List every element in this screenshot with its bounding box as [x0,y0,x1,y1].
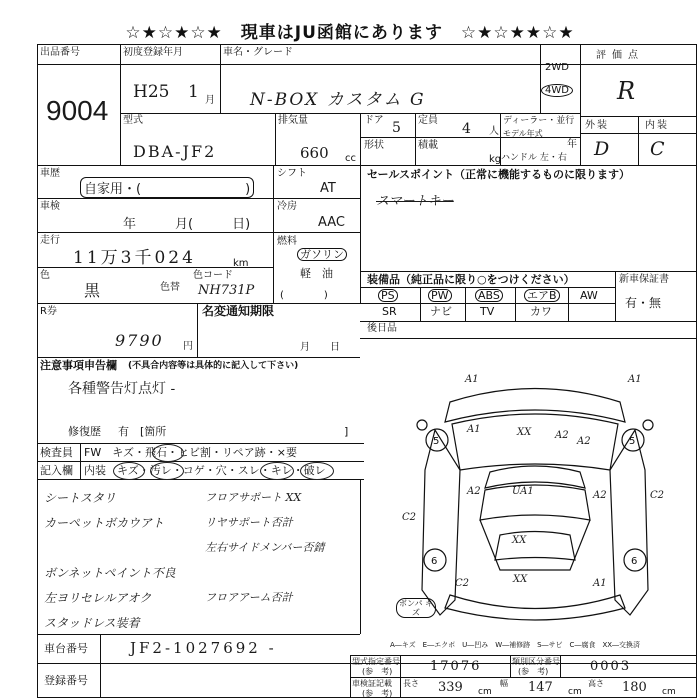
doors-value: 5 [392,120,401,136]
circle-mark [113,462,145,480]
ac-value: AAC [318,215,345,230]
doors-label: ドア [364,115,384,126]
mirror-icon [417,420,427,430]
circle-mark [150,462,184,480]
history-label: 車歴 [40,168,60,179]
roof-shape [480,485,590,520]
damage-mark: C2 [455,578,470,589]
handwritten-note: 左右サイドメンバー否錆 [205,541,325,554]
damage-mark: A1 [467,424,481,435]
damage-mark: C2 [402,512,417,523]
handwritten-note: フロアサポート XX [205,491,302,504]
damage-mark: XX [513,574,528,585]
damage-mark: C2 [650,490,665,501]
lot-number: 9004 [46,95,109,126]
damage-mark: A2 [593,490,607,501]
lot-label: 出品番号 [40,47,80,58]
wheel-label: 5 [433,436,440,447]
equip-aw: AW [580,289,598,302]
capacity-label: 定員 [418,115,438,126]
designation-value: 17076 [430,659,482,674]
length-label: 長さ [403,679,419,688]
circle-mark [260,462,294,480]
ticket-value: 9790 [115,331,164,350]
month-unit: 月 [205,95,215,106]
color-code-paren: ( ) [280,290,328,301]
wheel-label: 5 [629,436,636,447]
length-value: 339 [438,680,463,695]
handwritten-note: フロアアーム否計 [205,591,293,604]
fw-row: FW キズ・飛石・ヒビ割・リペア跡・×要 [84,446,297,459]
class-sub: (参 考) [518,667,549,676]
load-label: 積載 [418,140,438,151]
dealer-label: ディーラー・並行 [503,116,575,126]
mirror-icon [643,420,653,430]
banner: ☆★☆★☆★ 現車はJU函館にあります ☆★☆★★☆★ [125,23,575,43]
warranty-value: 有・無 [625,296,662,310]
ac-label: 冷房 [277,201,297,212]
width-value: 147 [528,680,553,695]
repair-value: 有 [箇所 [118,425,167,438]
notes-sub: (不具合内容等は具体的に記入して下さい) [128,361,299,371]
exterior-grade: D [594,138,610,160]
damage-mark: A1 [465,374,479,385]
car-name-label: 車名・グレード [223,47,293,58]
rear-glass-shape [495,532,575,561]
color-code-value: NH731P [198,283,255,298]
dims-sub: (参 考) [362,689,393,698]
damage-mark: A2 [555,430,569,441]
height-value: 180 [622,680,647,695]
designation-sub: (参 考) [362,667,393,676]
damage-mark: XX [512,535,527,546]
model-value: DBA-JF2 [133,142,217,161]
fuel-alt: 軽 油 [300,267,333,280]
handwritten-note: 左ヨリセレルアオク [44,591,152,605]
equip-ps: PS [378,289,398,302]
mileage-value: 11万3千024 [73,248,196,268]
wheel-label: 6 [431,556,438,567]
exterior-label: 外装 [585,120,609,131]
handwritten-note: ボンネットペイント不良 [44,566,176,580]
repair-close: ] [344,425,349,438]
designation-label: 型式指定番号 [352,657,400,666]
color-change-label: 色替 [160,282,180,293]
color-code-label: 色コード [193,270,233,281]
class-value: 0003 [590,659,632,674]
mileage-label: 走行 [40,235,60,246]
color-label: 色 [40,270,50,281]
warranty-label: 新車保証書 [619,274,669,285]
displacement-value: 660 [300,144,329,162]
notes-label: 注意事項申告欄 [40,359,117,372]
inspection-label: 車検 [40,201,60,212]
damage-mark: A1 [593,578,607,589]
car-diagram [380,360,695,632]
rear-seat-label: 後日品 [367,323,397,334]
rear-shape [480,520,590,570]
first-reg-era: H25 [133,82,170,102]
displacement-unit: cc [345,153,356,164]
equip-navi: ナビ [430,305,452,318]
inspection-value: 年 月( 日) [123,217,251,232]
shift-value: AT [320,181,336,196]
handwritten-note: シートスタリ [44,491,116,505]
fuel-value: ガソリン [297,248,347,261]
capacity-unit: 人 [489,126,499,137]
interior-grade: C [650,138,665,160]
equip-sr: SR [382,305,397,318]
car-name: N-BOX カスタム G [250,90,426,110]
hood-shape [452,414,618,470]
score-value: R [617,77,636,105]
shift-label: シフト [277,168,307,179]
width-unit: cm [568,687,582,697]
first-reg-month: 1 [188,82,199,102]
drive-4wd: 4WD [541,84,573,97]
wheel-label: 6 [631,556,638,567]
score-label: 評価点 [596,50,644,61]
deadline-label: 名変通知期限 [202,304,275,318]
entry-label: 記入欄 [40,464,73,477]
ticket-unit: 円 [183,341,193,352]
color-value: 黒 [84,281,101,300]
model-year-label: モデル年式 [503,129,543,138]
right-side-shape [610,430,648,615]
damage-mark: XX [517,427,532,438]
history-value: 自家用・( ) [80,177,254,198]
first-reg-label: 初度登録年月 [123,47,183,58]
circle-mark [152,444,184,462]
bumper-tag: ボンパ キズ [396,598,436,618]
sales-point-struck: スマートキー [376,194,454,209]
damage-mark: A1 [628,374,642,385]
year-unit: 年 [567,139,577,150]
equipment-label: 装備品（純正品に限り○をつけください） [367,273,575,286]
sales-point-label: セールスポイント（正常に機能するものに限ります） [367,168,631,181]
class-label: 類別区分番号 [512,657,560,666]
interior-label: 内装 [645,120,669,131]
mileage-unit: km [233,258,249,269]
reg-label: 登録番号 [44,674,88,687]
notes-value: 各種警告灯点灯 - [68,381,176,397]
chassis-value: JF2-1027692 - [130,639,277,657]
capacity-value: 4 [462,121,471,137]
front-bumper-shape [445,389,625,423]
ticket-label: R券 [40,306,57,317]
dims-label: 車検証記載 [352,679,392,688]
drive-2wd: 2WD [545,62,569,73]
equip-tv: TV [480,305,495,318]
fuel-label: 燃料 [277,236,297,247]
circle-mark [300,462,334,480]
repair-label: 修復歴 [68,425,101,438]
shape-label: 形状 [364,140,384,151]
model-label: 型式 [123,115,143,126]
damage-mark: A2 [577,436,591,447]
equip-abs: ABS [475,289,503,302]
equip-airbag: エアB [524,289,560,302]
handle-label: ハンドル 左・右 [501,153,567,163]
rear-bumper-shape [445,595,625,620]
damage-legend: A―キズ E―エクボ U―凹み W―補修跡 S―サビ C―腐食 XX―交換済 [390,641,641,649]
deadline-value: 月 日 [300,342,340,353]
displacement-label: 排気量 [278,115,308,126]
load-unit: kg [489,154,502,165]
length-unit: cm [478,687,492,697]
inspector-label: 検査員 [40,446,73,459]
handwritten-note: リヤサポート否計 [205,516,293,529]
handwritten-note: スタッドレス装着 [44,616,140,630]
damage-mark: A2 [467,486,481,497]
interior-row: 内装 キズ・汚レ・コゲ・穴・スレ・キレ・破レ [84,464,326,477]
chassis-label: 車台番号 [44,642,88,655]
height-label: 高さ [588,679,604,688]
equip-pw: PW [428,289,452,302]
handwritten-note: カーペットボカウアト [44,516,165,530]
damage-mark: UA1 [512,486,534,497]
equip-leather: カワ [530,305,552,318]
width-label: 幅 [500,679,508,688]
height-unit: cm [662,687,676,697]
